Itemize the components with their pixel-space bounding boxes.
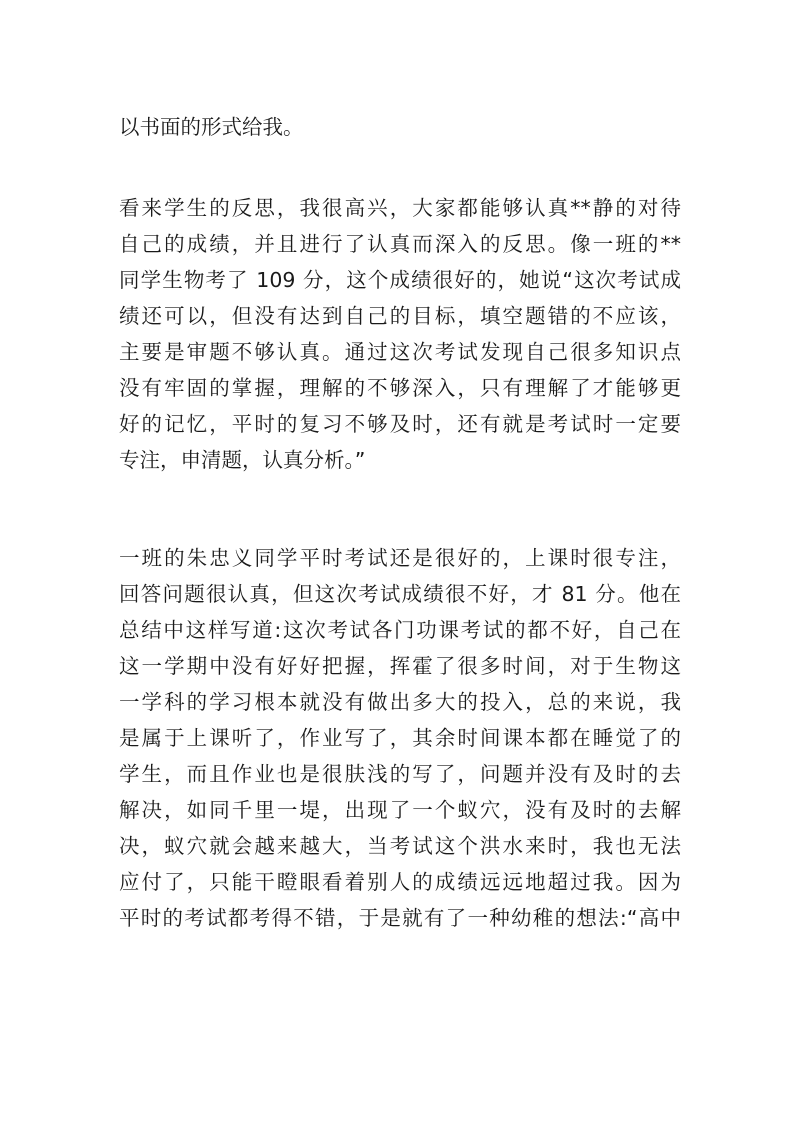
paragraph-reflection-overview <box>119 190 681 478</box>
text-line: 解决，如同千里一堤，出现了一个蚁穴，没有及时的去解 <box>119 798 681 822</box>
text-line: 一学科的学习根本就没有做出多大的投入，总的来说，我 <box>119 690 681 714</box>
text-line: 总结中这样写道:这次考试各门功课考试的都不好，自己在 <box>119 618 681 642</box>
text-line: 同学生物考了 109 分，这个成绩很好的，她说“这次考试成 <box>119 268 681 292</box>
text-line: 回答问题很认真，但这次考试成绩很不好，才 81 分。他在 <box>119 582 681 606</box>
text-line: 专注，申清题，认真分析。” <box>119 448 366 472</box>
text-line: 看来学生的反思，我很高兴，大家都能够认真**静的对待 <box>119 196 681 220</box>
text-line: 以书面的形式给我。 <box>119 115 304 139</box>
text-line: 应付了，只能干瞪眼看着别人的成绩远远地超过我。因为 <box>119 870 681 894</box>
text-line: 学生，而且作业也是很肤浅的写了，问题并没有及时的去 <box>119 762 681 786</box>
text-line: 绩还可以，但没有达到自己的目标，填空题错的不应该， <box>119 304 681 328</box>
text-line: 好的记忆，平时的复习不够及时，还有就是考试时一定要 <box>119 412 681 436</box>
text-line: 是属于上课听了，作业写了，其余时间课本都在睡觉了的 <box>119 726 681 750</box>
text-line: 平时的考试都考得不错，于是就有了一种幼稚的想法:“高中 <box>119 906 681 930</box>
text-line: 这一学期中没有好好把握，挥霍了很多时间，对于生物这 <box>119 654 681 678</box>
text-line: 自己的成绩，并且进行了认真而深入的反思。像一班的** <box>119 232 681 256</box>
text-line: 没有牢固的掌握，理解的不够深入，只有理解了才能够更 <box>119 376 681 400</box>
text-line: 一班的朱忠义同学平时考试还是很好的，上课时很专注， <box>119 546 681 570</box>
paragraph-closing-line <box>119 109 681 145</box>
text-line: 决，蚁穴就会越来越大，当考试这个洪水来时，我也无法 <box>119 834 681 858</box>
paragraph-student-summary <box>119 540 681 936</box>
text-line: 主要是审题不够认真。通过这次考试发现自己很多知识点 <box>119 340 681 364</box>
